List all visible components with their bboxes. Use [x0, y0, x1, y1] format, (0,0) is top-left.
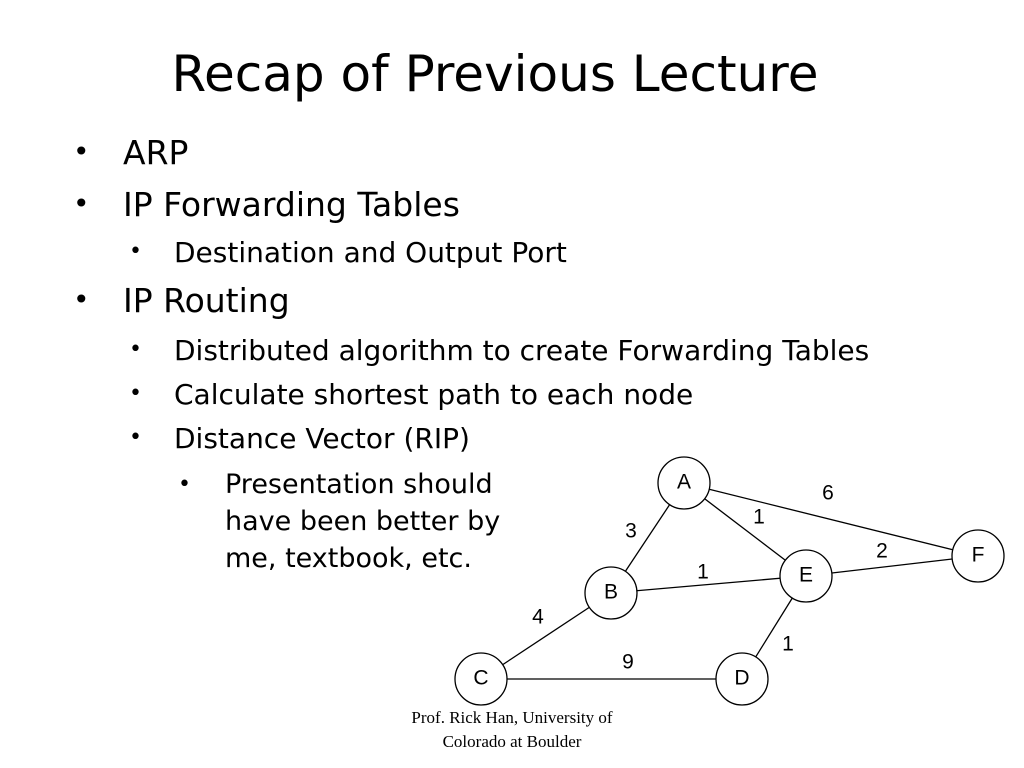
edge-weight-b-e: 1: [697, 560, 709, 584]
edge-weight-a-e: 1: [753, 505, 765, 529]
bullet-text-line-3: me, textbook, etc.: [225, 543, 472, 574]
bullet-text: Destination and Output Port: [174, 236, 567, 269]
bullet-dot: •: [73, 135, 90, 168]
node-label-b: B: [603, 580, 619, 604]
edge-weight-a-f: 6: [822, 481, 834, 505]
graph-weights: [532, 482, 888, 674]
bullet-dot: •: [178, 472, 191, 497]
bullet-dot: •: [73, 187, 90, 220]
edge-weight-b-c: 4: [532, 605, 544, 629]
bullet-text: Distributed algorithm to create Forwarding Tables: [174, 334, 870, 367]
graph-edges: [481, 483, 978, 679]
node-label-e: E: [798, 563, 814, 587]
node-label-c: C: [473, 666, 489, 690]
edge-weight-e-f: 2: [876, 539, 888, 563]
bullet-text: Distance Vector (RIP): [174, 422, 470, 455]
node-label-d: D: [734, 666, 750, 690]
footer-line-1: Prof. Rick Han, University of: [411, 708, 613, 727]
edge-weight-a-b: 3: [625, 519, 637, 543]
bullet-text-line-1: Presentation should: [225, 469, 493, 500]
bullet-dot: •: [129, 239, 142, 264]
bullet-text: Calculate shortest path to each node: [174, 378, 694, 411]
edge-weight-e-d: 1: [782, 632, 794, 656]
bullet-text: IP Routing: [123, 281, 290, 320]
bullet-text: ARP: [123, 133, 189, 172]
node-label-a: A: [676, 470, 692, 494]
slide-title: Recap of Previous Lecture: [171, 45, 819, 103]
bullet-dot: •: [129, 425, 142, 450]
node-label-f: F: [971, 543, 985, 567]
bullet-dot: •: [129, 337, 142, 362]
bullet-dot: •: [129, 381, 142, 406]
edge-weight-c-d: 9: [622, 650, 634, 674]
bullet-dot: •: [73, 283, 90, 316]
bullet-text: IP Forwarding Tables: [123, 185, 460, 224]
footer-line-2: Colorado at Boulder: [442, 732, 582, 751]
footer: [388, 706, 636, 754]
bullet-text-line-2: have been better by: [225, 506, 501, 537]
